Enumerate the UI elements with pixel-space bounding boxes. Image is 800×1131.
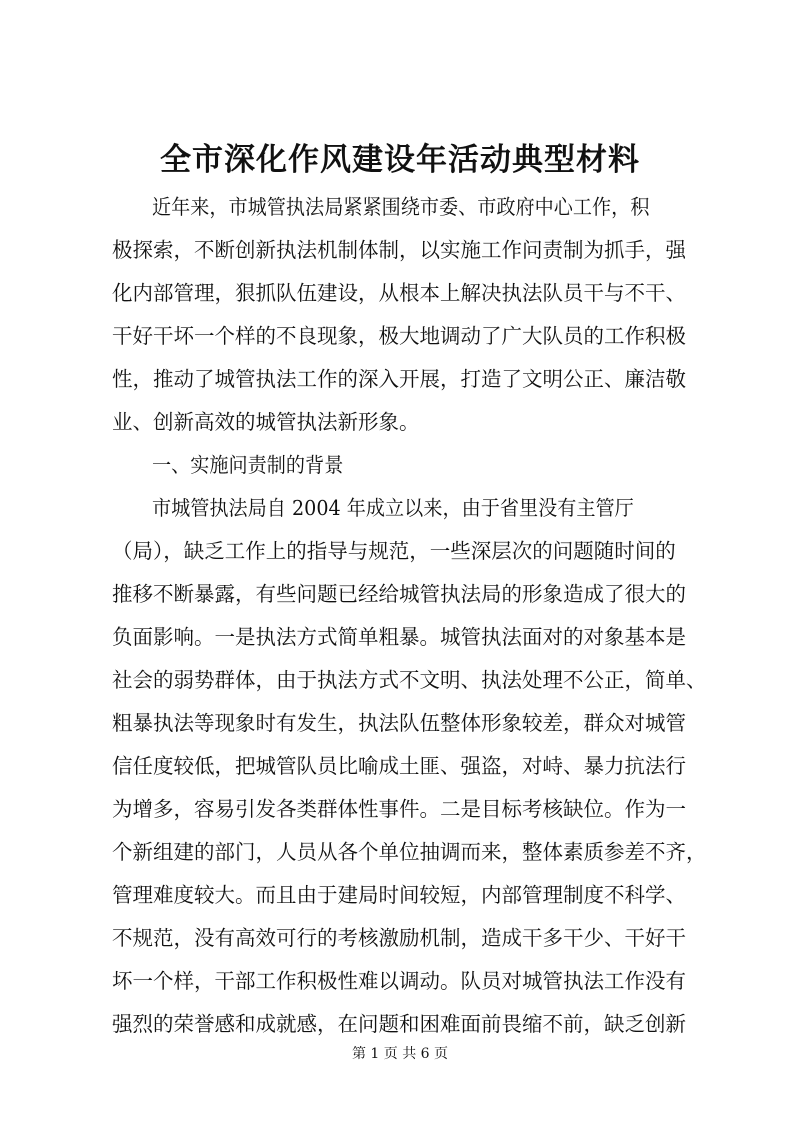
body-line: 信任度较低，把城管队员比喻成土匪、强盗，对峙、暴力抗法行: [112, 754, 686, 778]
body-line: 近年来，市城管执法局紧紧围绕市委、市政府中心工作，积: [152, 195, 650, 219]
body-line: 推移不断暴露，有些问题已经给城管执法局的形象造成了很大的: [112, 582, 686, 606]
body-line: （局），缺乏工作上的指导与规范，一些深层次的问题随时间的: [112, 539, 676, 563]
body-line: 市城管执法局自 2004 年成立以来，由于省里没有主管厅: [152, 496, 634, 520]
body-line: 个新组建的部门，人员从各个单位抽调而来，整体素质参差不齐，: [112, 840, 707, 864]
body-line: 强烈的荣誉感和成就感，在问题和困难面前畏缩不前，缺乏创新: [112, 1012, 686, 1036]
page-number-footer: 第 1 页 共 6 页: [351, 1046, 449, 1062]
body-line: 业、创新高效的城管执法新形象。: [112, 410, 420, 434]
body-line: 性，推动了城管执法工作的深入开展，打造了文明公正、廉洁敬: [112, 367, 686, 391]
document-title: 全市深化作风建设年活动典型材料: [160, 142, 640, 178]
section-heading: 一、实施问责制的背景: [152, 453, 344, 477]
body-line: 粗暴执法等现象时有发生，执法队伍整体形象较差，群众对城管: [112, 711, 686, 735]
body-line: 坏一个样，干部工作积极性难以调动。队员对城管执法工作没有: [112, 969, 686, 993]
body-line: 管理难度较大。而且由于建局时间较短，内部管理制度不科学、: [112, 883, 686, 907]
body-line: 化内部管理，狠抓队伍建设，从根本上解决执法队员干与不干、: [112, 281, 686, 305]
body-line: 为增多，容易引发各类群体性事件。二是目标考核缺位。作为一: [112, 797, 686, 821]
body-line: 干好干坏一个样的不良现象，极大地调动了广大队员的工作积极: [112, 324, 686, 348]
body-line: 社会的弱势群体，由于执法方式不文明、执法处理不公正，简单、: [112, 668, 707, 692]
body-line: 不规范，没有高效可行的考核激励机制，造成干多干少、干好干: [112, 926, 686, 950]
body-line: 负面影响。一是执法方式简单粗暴。城管执法面对的对象基本是: [112, 625, 686, 649]
body-line: 极探索，不断创新执法机制体制，以实施工作问责制为抓手，强: [112, 238, 686, 262]
